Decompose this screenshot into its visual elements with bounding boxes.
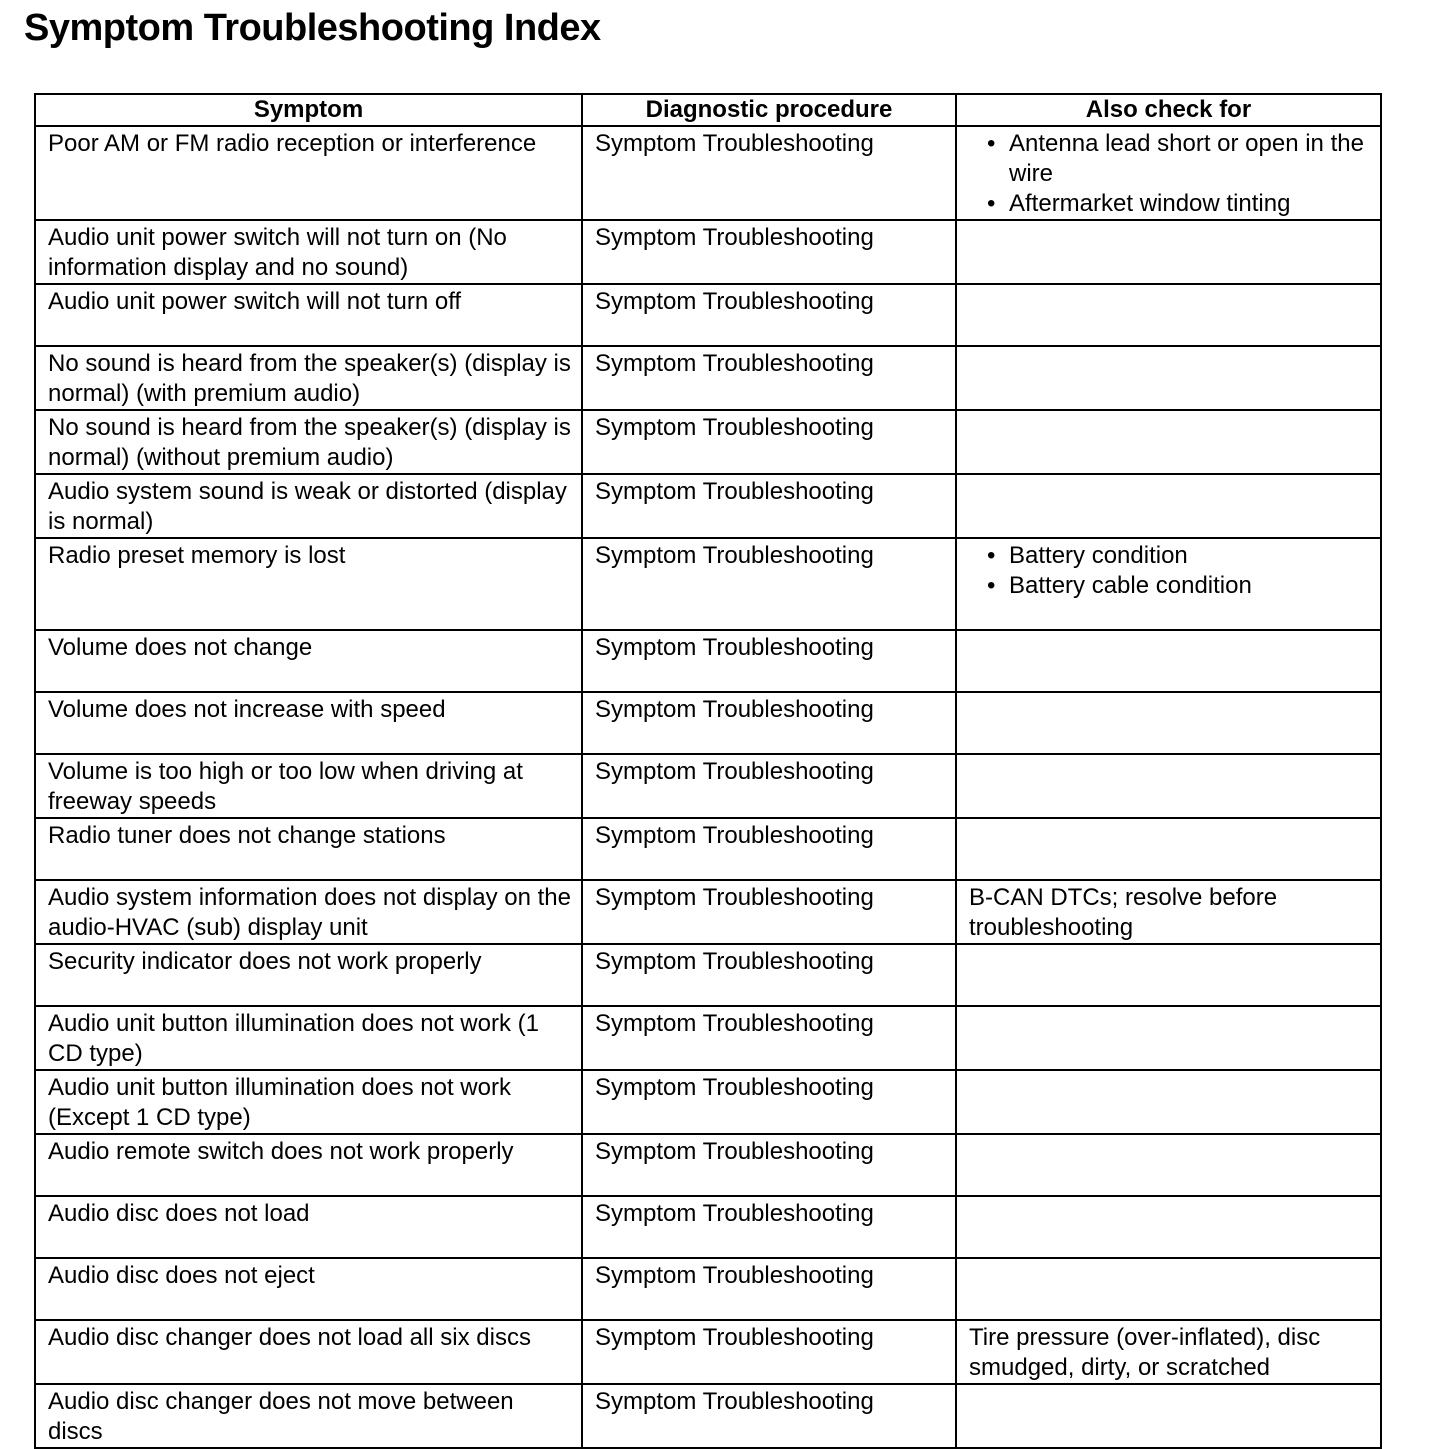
diagnostic-procedure-cell: Symptom Troubleshooting	[582, 944, 956, 1006]
also-check-cell	[956, 1006, 1381, 1070]
table-row	[35, 1196, 1381, 1258]
symptom-cell: Volume does not increase with speed	[35, 692, 582, 754]
table-row	[35, 692, 1381, 754]
table-row	[35, 1006, 1381, 1070]
also-check-cell	[956, 474, 1381, 538]
table-row	[35, 474, 1381, 538]
table-row	[35, 630, 1381, 692]
symptom-cell: Volume does not change	[35, 630, 582, 692]
also-check-cell	[956, 880, 1381, 944]
table-row	[35, 1134, 1381, 1196]
symptom-cell: Audio system information does not display on the audio-HVAC (sub) display unit	[35, 880, 582, 944]
diagnostic-procedure-cell: Symptom Troubleshooting	[582, 1196, 956, 1258]
symptom-cell: Security indicator does not work properly	[35, 944, 582, 1006]
column-header-symptom: Symptom	[35, 94, 582, 126]
also-check-cell	[956, 1134, 1381, 1196]
table-row	[35, 538, 1381, 630]
symptom-cell: Audio disc does not load	[35, 1196, 582, 1258]
symptom-cell: Audio disc does not eject	[35, 1258, 582, 1320]
symptom-cell: Audio unit power switch will not turn off	[35, 284, 582, 346]
diagnostic-procedure-cell: Symptom Troubleshooting	[582, 538, 956, 630]
diagnostic-procedure-cell: Symptom Troubleshooting	[582, 1320, 956, 1384]
symptom-cell: Poor AM or FM radio reception or interference	[35, 126, 582, 220]
also-check-cell	[956, 126, 1381, 220]
symptom-cell: Audio system sound is weak or distorted (display is normal)	[35, 474, 582, 538]
symptom-cell: Audio remote switch does not work properly	[35, 1134, 582, 1196]
also-check-text: Tire pressure (over-inflated), disc smudged, dirty, or scratched	[969, 1324, 1321, 1381]
also-check-list-item: • Aftermarket window tinting	[995, 189, 1370, 219]
symptom-cell: Audio unit button illumination does not work (Except 1 CD type)	[35, 1070, 582, 1134]
symptom-cell: No sound is heard from the speaker(s) (display is normal) (with premium audio)	[35, 346, 582, 410]
also-check-cell	[956, 692, 1381, 754]
also-check-list-item: • Antenna lead short or open in the wire	[995, 129, 1370, 189]
also-check-list-item: • Battery cable condition	[995, 571, 1370, 601]
table-row	[35, 126, 1381, 220]
also-check-cell	[956, 220, 1381, 284]
table-row	[35, 1320, 1381, 1384]
also-check-cell	[956, 538, 1381, 630]
symptom-cell: Radio tuner does not change stations	[35, 818, 582, 880]
diagnostic-procedure-cell: Symptom Troubleshooting	[582, 880, 956, 944]
also-check-cell	[956, 1320, 1381, 1384]
diagnostic-procedure-cell: Symptom Troubleshooting	[582, 1258, 956, 1320]
diagnostic-procedure-cell: Symptom Troubleshooting	[582, 474, 956, 538]
symptom-cell: Radio preset memory is lost	[35, 538, 582, 630]
also-check-cell	[956, 410, 1381, 474]
page-title: Symptom Troubleshooting Index	[24, 7, 601, 49]
table-row	[35, 1384, 1381, 1448]
diagnostic-procedure-cell: Symptom Troubleshooting	[582, 346, 956, 410]
table-row	[35, 346, 1381, 410]
also-check-cell	[956, 1070, 1381, 1134]
also-check-list-item: • Battery condition	[995, 541, 1370, 571]
table-header-row	[35, 94, 1381, 126]
table-row	[35, 880, 1381, 944]
also-check-cell	[956, 630, 1381, 692]
table-row	[35, 754, 1381, 818]
diagnostic-procedure-cell: Symptom Troubleshooting	[582, 1384, 956, 1448]
diagnostic-procedure-cell: Symptom Troubleshooting	[582, 1070, 956, 1134]
symptom-cell: Audio disc changer does not move between discs	[35, 1384, 582, 1448]
also-check-cell	[956, 1258, 1381, 1320]
column-header-also-check-for: Also check for	[956, 94, 1381, 126]
symptom-cell: Audio unit button illumination does not work (1 CD type)	[35, 1006, 582, 1070]
table-row	[35, 1258, 1381, 1320]
diagnostic-procedure-cell: Symptom Troubleshooting	[582, 692, 956, 754]
diagnostic-procedure-cell: Symptom Troubleshooting	[582, 818, 956, 880]
table-row	[35, 220, 1381, 284]
also-check-cell	[956, 1196, 1381, 1258]
diagnostic-procedure-cell: Symptom Troubleshooting	[582, 284, 956, 346]
also-check-list	[969, 129, 1370, 219]
table-row	[35, 410, 1381, 474]
also-check-cell	[956, 1384, 1381, 1448]
also-check-list	[969, 541, 1370, 601]
diagnostic-procedure-cell: Symptom Troubleshooting	[582, 126, 956, 220]
diagnostic-procedure-cell: Symptom Troubleshooting	[582, 1134, 956, 1196]
table-row	[35, 1070, 1381, 1134]
diagnostic-procedure-cell: Symptom Troubleshooting	[582, 754, 956, 818]
also-check-cell	[956, 818, 1381, 880]
symptom-cell: Audio disc changer does not load all six discs	[35, 1320, 582, 1384]
diagnostic-procedure-cell: Symptom Troubleshooting	[582, 630, 956, 692]
diagnostic-procedure-cell: Symptom Troubleshooting	[582, 410, 956, 474]
table-row	[35, 818, 1381, 880]
also-check-cell	[956, 284, 1381, 346]
symptom-cell: Audio unit power switch will not turn on (No information display and no sound)	[35, 220, 582, 284]
symptom-cell: Volume is too high or too low when driving at freeway speeds	[35, 754, 582, 818]
diagnostic-procedure-cell: Symptom Troubleshooting	[582, 220, 956, 284]
table-row	[35, 284, 1381, 346]
table-body	[35, 126, 1381, 1448]
also-check-cell	[956, 346, 1381, 410]
symptom-index-table	[34, 93, 1382, 1449]
table-row	[35, 944, 1381, 1006]
also-check-cell	[956, 754, 1381, 818]
also-check-cell	[956, 944, 1381, 1006]
diagnostic-procedure-cell: Symptom Troubleshooting	[582, 1006, 956, 1070]
column-header-diagnostic-procedure: Diagnostic procedure	[582, 94, 956, 126]
symptom-cell: No sound is heard from the speaker(s) (display is normal) (without premium audio)	[35, 410, 582, 474]
also-check-text: B-CAN DTCs; resolve before troubleshooting	[969, 884, 1278, 941]
